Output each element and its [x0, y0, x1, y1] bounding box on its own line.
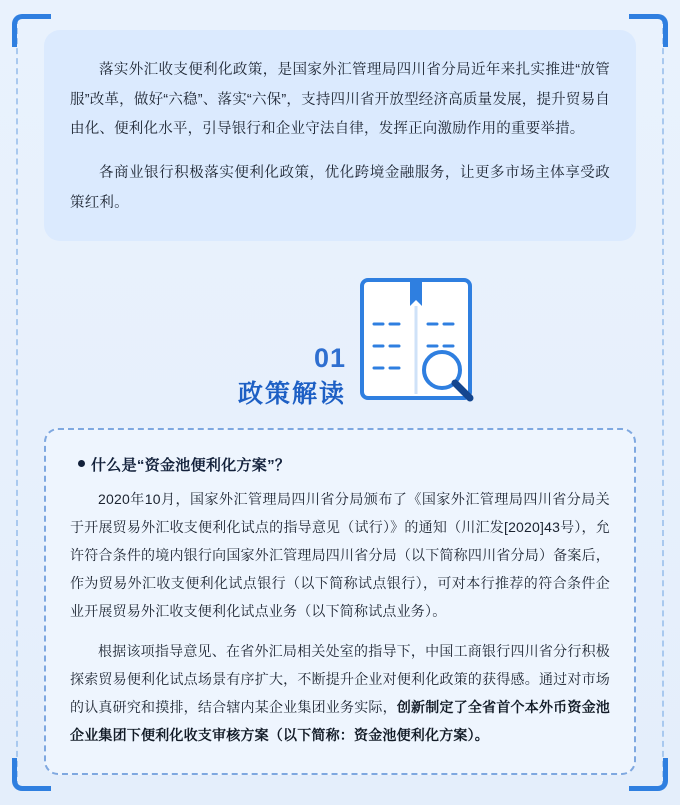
section-number: 01 [313, 343, 346, 373]
policy-explanation-panel [44, 428, 636, 775]
intro-paragraph-2: 各商业银行积极落实便利化政策，优化跨境金融服务，让更多市场主体享受政策红利。 [70, 165, 610, 211]
section-label [146, 344, 346, 413]
document-magnifier-icon [350, 272, 484, 414]
bullet-dot-icon [78, 460, 85, 467]
content-paragraph-1: 2020年10月，国家外汇管理局四川省分局颁布了《国家外汇管理局四川省分局关于开展贸易外汇收支便利化试点的指导意见（试行）》的通知（川汇发[2020]43号），允许符合条件的境内银行向国家外汇管理局四川省分局（以下简称四川省分局）备案后，作为贸易外汇收支便利化试点银行（以下简称试点银行），可对本行推荐的符合条件企业开展贸易外汇收支便利化试点业务（以下简称试点业务）。 [70, 491, 610, 619]
decorative-frame-left [16, 18, 28, 787]
intro-card [44, 30, 636, 241]
content-paragraph-2-text: 根据该项指导意见、在省外汇局相关处室的指导下，中国工商银行四川省分行积极探索贸易便利化试点场景有序扩大，不断提升企业对便利化政策的获得感。通过对市场的认真研究和摸排，结合辖内某企业集团业务实际， [70, 643, 610, 715]
content-paragraph-2 [70, 637, 610, 749]
decorative-frame-right [652, 18, 664, 787]
section-heading-block [44, 262, 636, 422]
content-paragraph-2-emphasis: 创新制定了全省首个本外币资金池企业集团下便利化收支审核方案（以下简称：资金池便利化方案）。 [70, 699, 610, 743]
section-title: 政策解读 [237, 379, 346, 408]
content-heading-text: 什么是“资金池便利化方案”？ [91, 457, 291, 474]
content-heading [78, 454, 610, 475]
intro-paragraph-1: 落实外汇收支便利化政策，是国家外汇管理局四川省分局近年来扎实推进“放管服”改革，做好“六稳”、落实“六保”，支持四川省开放型经济高质量发展，提升贸易自由化、便利化水平，引导银行和企业守法自律，发挥正向激励作用的重要举措。 [70, 62, 610, 138]
